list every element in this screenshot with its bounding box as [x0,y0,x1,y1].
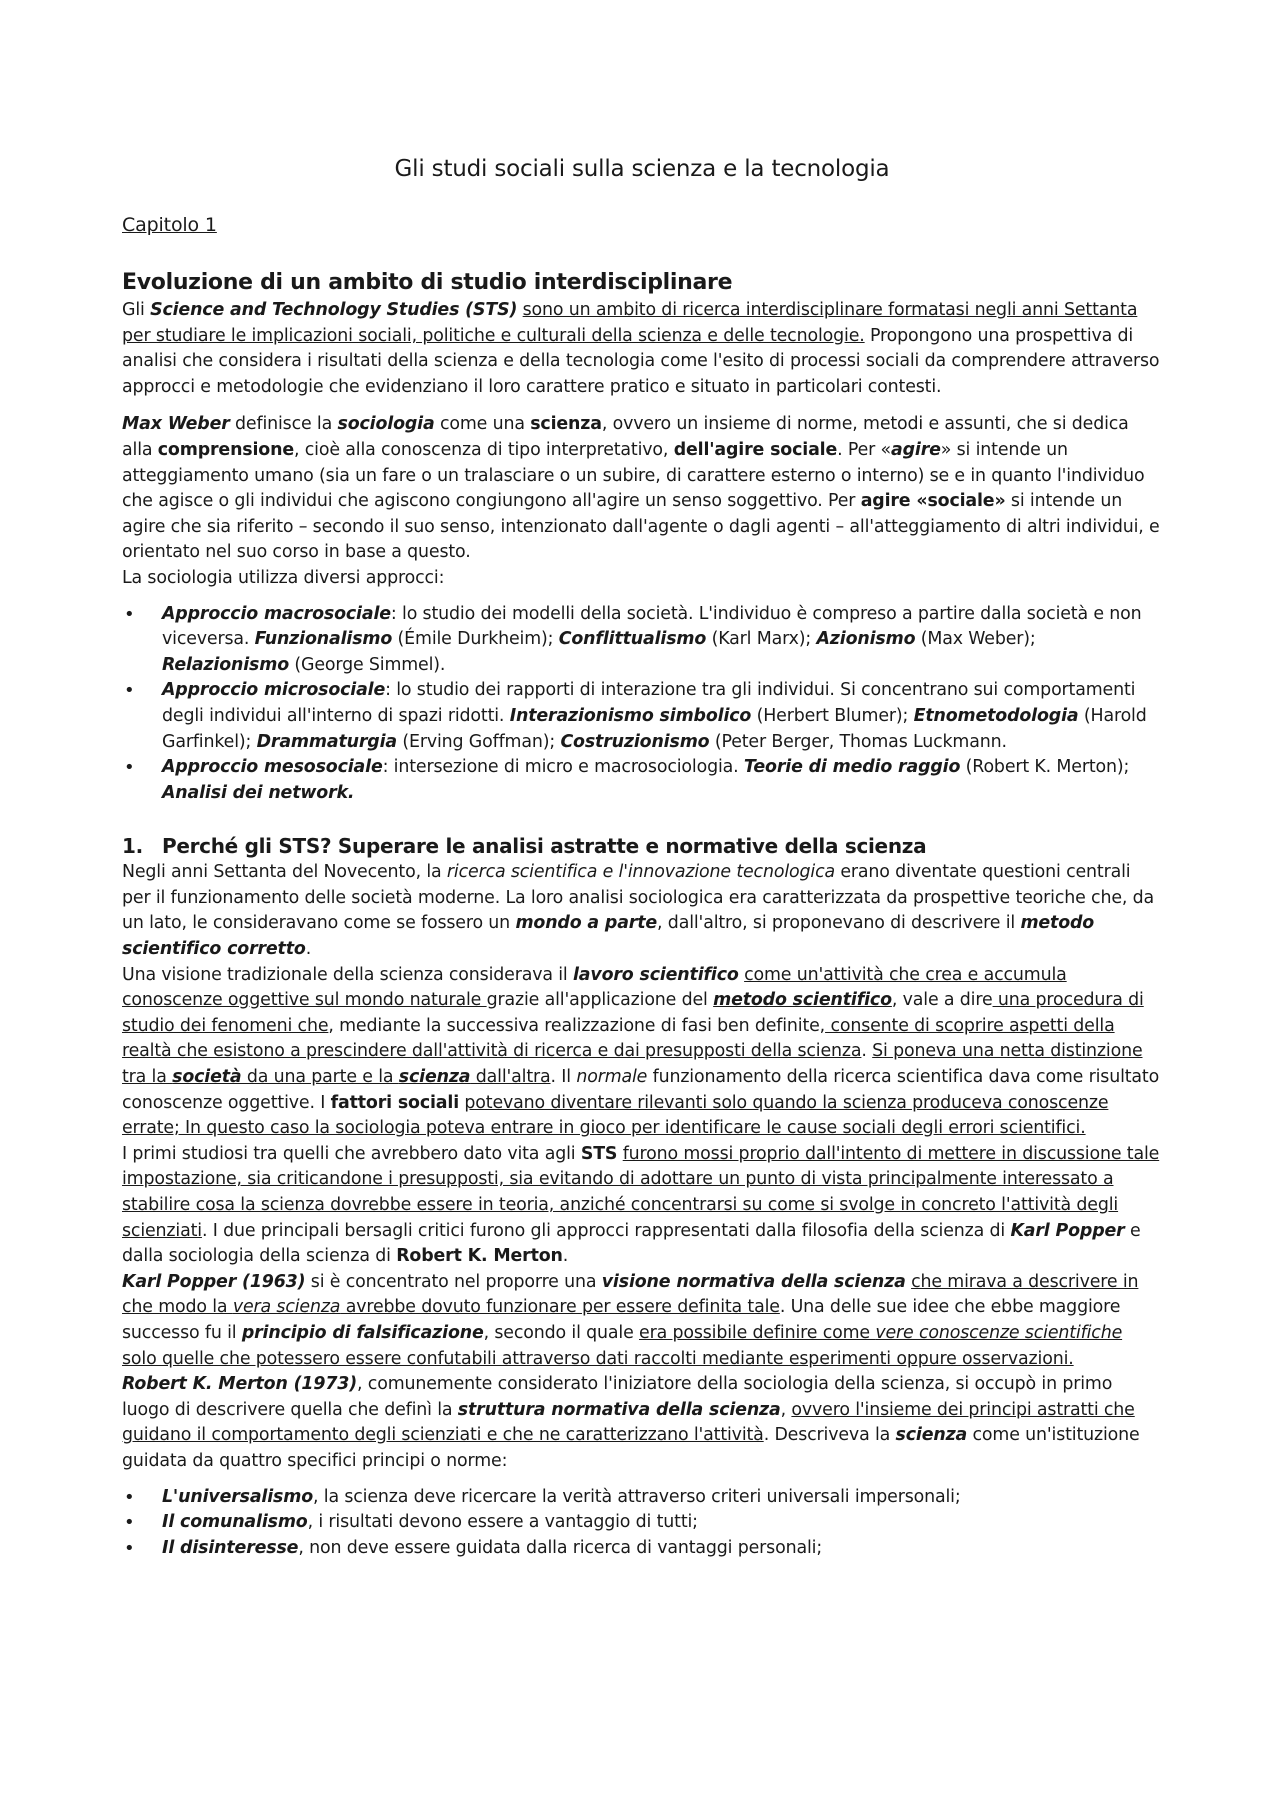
section-heading: Evoluzione di un ambito di studio interdisciplinare [122,270,733,295]
subsection-heading: 1. Perché gli STS? Superare le analisi astratte e normative della scienza [122,834,927,859]
list-item: • Approccio macrosociale: lo studio dei modelli della società. L'individuo è compreso a partire dalla società e non viceversa. Funzionalismo (Émile Durkheim); Conflittualismo (Karl Marx); Azionismo (Max Weber); Relazionismo (George Simmel). [122,602,1162,679]
traditional-view-paragraph: Una visione tradizionale della scienza considerava il lavoro scientifico come un'attività che crea e accumula conoscenze oggettive sul mondo naturale grazie all'applicazione del metodo scientifico, vale a dire una procedura di studio dei fenomeni che, mediante la successiva realizzazione di fasi ben definite, consente di scoprire aspetti della realtà che esistono a prescindere dall'attività di ricerca e dai presupposti della scienza. Si poneva una netta distinzione tra la società da una parte e la scienza dall'altra. Il normale funzionamento della ricerca scientifica dava come risultato conoscenze oggettive. I fattori sociali potevano diventare rilevanti solo quando la scienza produceva conoscenze errate; In questo caso la sociologia poteva entrare in gioco per identificare le cause sociali degli errori scientifici. [122,964,1160,1139]
popper-paragraph: Karl Popper (1963) si è concentrato nel proporre una visione normativa della scienza che mirava a descrivere in che modo la vera scienza avrebbe dovuto funzionare per essere definita tale. Una delle sue idee che ebbe maggiore successo fu il principio di falsificazione, secondo il quale era possibile definire come vere conoscenze scientifiche solo quelle che potessero essere confutabili attraverso dati raccolti mediante esperimenti oppure osservazioni. [122,1271,1139,1369]
document-title: Gli studi sociali sulla scienza e la tecnologia [394,156,890,182]
sts-definition-paragraph: Gli Science and Technology Studies (STS) sono un ambito di ricerca interdisciplinare formatasi negli anni Settanta per studiare le implicazioni sociali, politiche e culturali della scienza e delle tecnologie. Propongono una prospettiva di analisi che considera i risultati della scienza e della tecnologia come l'esito di processi sociali da comprendere attraverso approcci e metodologie che evidenziano il loro carattere pratico e situato in particolari contesti. [122,300,1160,397]
seventies-paragraph: Negli anni Settanta del Novecento, la ricerca scientifica e l'innovazione tecnologica erano diventate questioni centrali per il funzionamento delle società moderne. La loro analisi sociologica era caratterizzata da prospettive teoriche che, da un lato, le consideravano come se fossero un mondo a parte, dall'altro, si proponevano di descrivere il metodo scientifico corretto. [122,862,1155,960]
norms-list [122,1485,1162,1562]
approaches-list [122,602,1162,807]
list-item: • L'universalismo, la scienza deve ricercare la verità attraverso criteri universali impersonali; [122,1485,1162,1511]
approaches-intro: La sociologia utilizza diversi approcci: [122,567,445,588]
list-item: • Il comunalismo, i risultati devono essere a vantaggio di tutti; [122,1510,1162,1536]
merton-paragraph: Robert K. Merton (1973), comunemente considerato l'iniziatore della sociologia della scienza, si occupò in primo luogo di descrivere quella che definì la struttura normativa della scienza, ovvero l'insieme dei principi astratti che guidano il comportamento degli scienziati e che ne caratterizzano l'attività. Descriveva la scienza come un'istituzione guidata da quattro specifici principi o norme: [122,1374,1140,1471]
weber-paragraph: Max Weber definisce la sociologia come una scienza, ovvero un insieme di norme, metodi e assunti, che si dedica alla comprensione, cioè alla conoscenza di tipo interpretativo, dell'agire sociale. Per «agire» si intende un atteggiamento umano (sia un fare o un tralasciare o un subire, di carattere esterno o interno) se e in quanto l'individuo che agisce o gli individui che agiscono congiungono all'agire un senso soggettivo. Per agire «sociale» si intende un agire che sia riferito – secondo il suo senso, intenzionato dall'agente o dagli agenti – all'atteggiamento di altri individui, e orientato nel suo corso in base a questo. [122,414,1160,563]
sts-origin-paragraph: I primi studiosi tra quelli che avrebbero dato vita agli STS furono mossi proprio dall'intento di mettere in discussione tale impostazione, sia criticandone i presupposti, sia evitando di adottare un punto di vista principalmente interessato a stabilire cosa la scienza dovrebbe essere in teoria, anziché concentrarsi su come si svolge in concreto l'attività degli scienziati. I due principali bersagli critici furono gli approcci rappresentati dalla filosofia della scienza di Karl Popper e dalla sociologia della scienza di Robert K. Merton. [122,1143,1160,1267]
list-item: • Approccio mesosociale: intersezione di micro e macrosociologia. Teorie di medio raggio (Robert K. Merton); Analisi dei network. [122,755,1162,806]
list-item: • Approccio microsociale: lo studio dei rapporti di interazione tra gli individui. Si concentrano sui comportamenti degli individui all'interno di spazi ridotti. Interazionismo simbolico (Herbert Blumer); Etnometodologia (Harold Garfinkel); Drammaturgia (Erving Goffman); Costruzionismo (Peter Berger, Thomas Luckmann. [122,678,1162,755]
chapter-label: Capitolo 1 [122,214,217,236]
list-item: • Il disinteresse, non deve essere guidata dalla ricerca di vantaggi personali; [122,1536,1162,1562]
